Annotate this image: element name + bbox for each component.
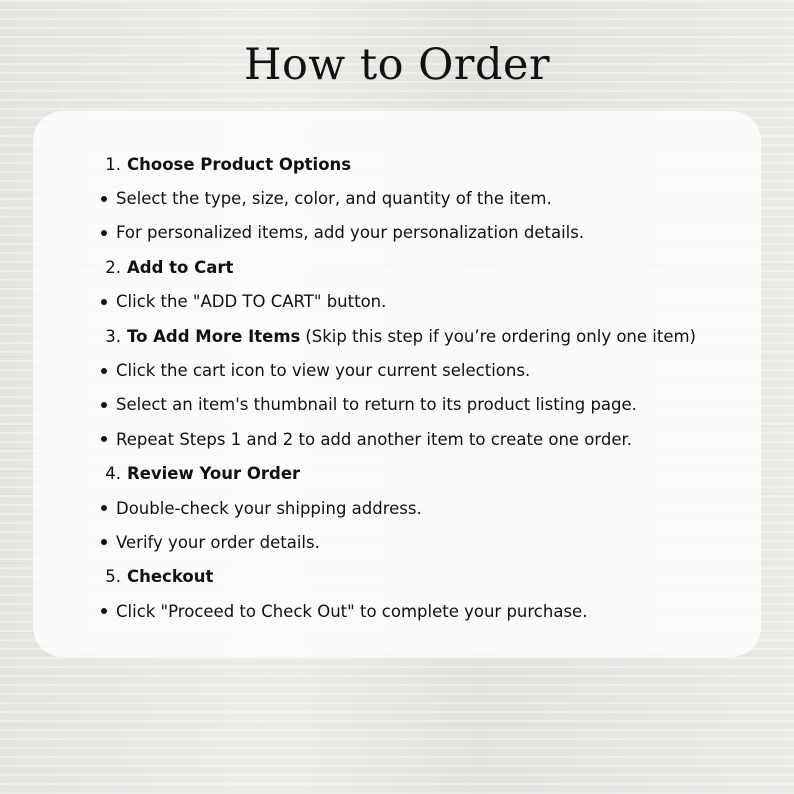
list-item bbox=[33, 388, 761, 422]
bullet-text: Click the "ADD TO CART" button. bbox=[116, 292, 387, 312]
list-item bbox=[33, 491, 761, 525]
bullet-icon bbox=[101, 539, 107, 545]
bullet-text: Verify your order details. bbox=[116, 532, 320, 552]
step-number: 4. bbox=[105, 464, 121, 484]
step-title: Checkout bbox=[127, 567, 214, 587]
bullet-text: For personalized items, add your personalization details. bbox=[116, 223, 585, 243]
bullet-text: Click "Proceed to Check Out" to complete your purchase. bbox=[116, 601, 588, 621]
list-item bbox=[33, 353, 761, 387]
step-number: 3. bbox=[105, 326, 121, 346]
bullet-text: Select the type, size, color, and quantity of the item. bbox=[116, 189, 552, 209]
bullet-icon bbox=[101, 505, 107, 511]
step-number: 1. bbox=[105, 154, 121, 174]
list-item bbox=[33, 594, 761, 628]
bullet-icon bbox=[101, 299, 107, 305]
step-3-heading bbox=[33, 319, 761, 353]
step-title: Review Your Order bbox=[127, 464, 301, 484]
page-title: How to Order bbox=[243, 40, 551, 90]
bullet-text: Repeat Steps 1 and 2 to add another item to create one order. bbox=[116, 429, 633, 449]
step-title: To Add More Items bbox=[127, 326, 301, 346]
bullet-text: Click the cart icon to view your current selections. bbox=[116, 361, 531, 381]
bullet-icon bbox=[101, 368, 107, 374]
step-number: 2. bbox=[105, 257, 121, 277]
bullet-icon bbox=[101, 230, 107, 236]
list-item bbox=[33, 285, 761, 319]
bullet-text: Select an item's thumbnail to return to its product listing page. bbox=[116, 395, 637, 415]
step-1-heading bbox=[33, 147, 761, 181]
bullet-icon bbox=[101, 436, 107, 442]
list-item bbox=[33, 422, 761, 456]
bullet-text: Double-check your shipping address. bbox=[116, 498, 422, 518]
step-note: (Skip this step if you’re ordering only one item) bbox=[305, 326, 696, 346]
step-2-heading bbox=[33, 250, 761, 284]
step-5-heading bbox=[33, 560, 761, 594]
step-title: Choose Product Options bbox=[127, 154, 352, 174]
list-item bbox=[33, 181, 761, 215]
list-item bbox=[33, 525, 761, 559]
bullet-icon bbox=[101, 608, 107, 614]
steps-list bbox=[33, 147, 761, 628]
bullet-icon bbox=[101, 196, 107, 202]
step-number: 5. bbox=[105, 567, 121, 587]
bullet-icon bbox=[101, 402, 107, 408]
step-4-heading bbox=[33, 457, 761, 491]
instructions-card bbox=[33, 111, 761, 657]
list-item bbox=[33, 216, 761, 250]
step-title: Add to Cart bbox=[127, 257, 234, 277]
